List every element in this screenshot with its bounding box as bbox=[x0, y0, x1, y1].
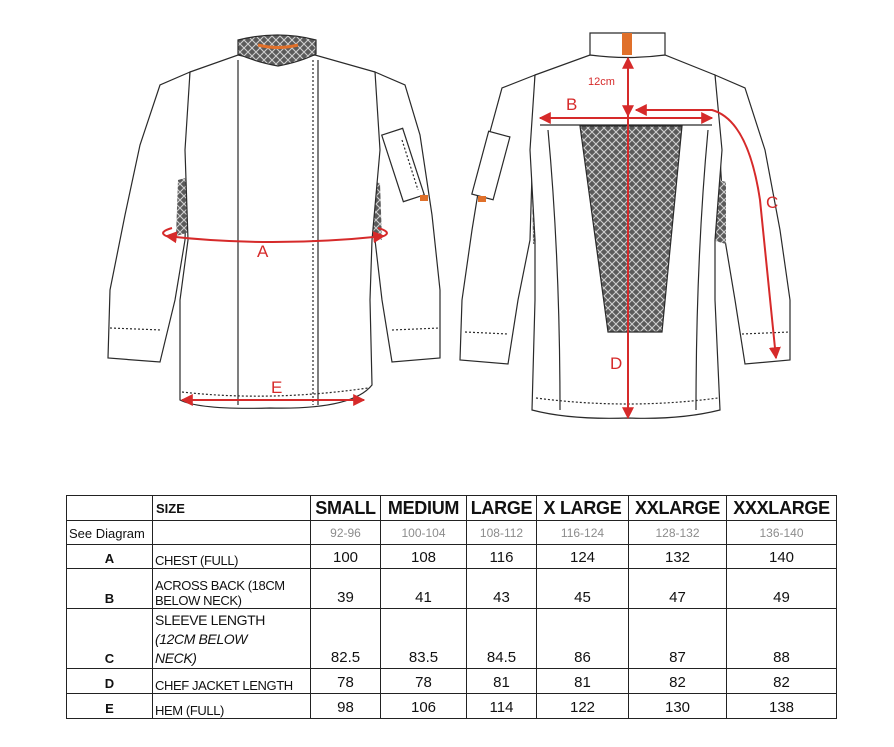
row-value: 82.5 bbox=[311, 609, 381, 669]
size-col-medium: MEDIUM bbox=[381, 496, 467, 521]
table-row bbox=[67, 545, 837, 569]
row-value: 87 bbox=[629, 609, 727, 669]
row-value: 130 bbox=[629, 694, 727, 719]
row-value: 98 bbox=[311, 694, 381, 719]
row-value: 82 bbox=[629, 669, 727, 694]
table-row bbox=[67, 669, 837, 694]
row-value: 39 bbox=[311, 569, 381, 609]
row-value: 78 bbox=[311, 669, 381, 694]
row-value: 41 bbox=[381, 569, 467, 609]
range-large: 108-112 bbox=[467, 521, 537, 545]
label-d: D bbox=[610, 354, 623, 373]
row-label: HEM (FULL) bbox=[153, 694, 311, 719]
size-col-xxxlarge: XXXLARGE bbox=[727, 496, 837, 521]
row-code: E bbox=[67, 694, 153, 719]
see-diagram-label: See Diagram bbox=[67, 521, 153, 545]
row-value: 84.5 bbox=[467, 609, 537, 669]
row-value: 45 bbox=[537, 569, 629, 609]
size-col-xxlarge: XXLARGE bbox=[629, 496, 727, 521]
back-jacket-view bbox=[460, 33, 790, 418]
front-jacket-view bbox=[108, 35, 440, 408]
row-value: 100 bbox=[311, 545, 381, 569]
range-small: 92-96 bbox=[311, 521, 381, 545]
label-b: B bbox=[566, 95, 578, 114]
row-code: B bbox=[67, 569, 153, 609]
row-label: SLEEVE LENGTH (12CM BELOW NECK) bbox=[153, 609, 311, 669]
row-value: 49 bbox=[727, 569, 837, 609]
row-value: 114 bbox=[467, 694, 537, 719]
range-xlarge: 116-124 bbox=[537, 521, 629, 545]
row-code: C bbox=[67, 609, 153, 669]
row-value: 132 bbox=[629, 545, 727, 569]
row-code: A bbox=[67, 545, 153, 569]
row-value: 81 bbox=[537, 669, 629, 694]
table-row bbox=[67, 694, 837, 719]
row-value: 138 bbox=[727, 694, 837, 719]
size-col-small: SMALL bbox=[311, 496, 381, 521]
row-value: 108 bbox=[381, 545, 467, 569]
row-value: 122 bbox=[537, 694, 629, 719]
row-label: CHEF JACKET LENGTH bbox=[153, 669, 311, 694]
front-body bbox=[180, 55, 380, 408]
size-col-xlarge: X LARGE bbox=[537, 496, 629, 521]
label-a: A bbox=[257, 242, 269, 261]
label-12cm: 12cm bbox=[588, 76, 615, 88]
row-value: 116 bbox=[467, 545, 537, 569]
row-value: 86 bbox=[537, 609, 629, 669]
range-xxlarge: 128-132 bbox=[629, 521, 727, 545]
size-col-large: LARGE bbox=[467, 496, 537, 521]
row-value: 78 bbox=[381, 669, 467, 694]
table-row bbox=[67, 609, 837, 669]
label-e: E bbox=[271, 378, 283, 397]
row-label: CHEST (FULL) bbox=[153, 545, 311, 569]
front-right-sleeve bbox=[375, 72, 440, 362]
row-value: 43 bbox=[467, 569, 537, 609]
size-header: SIZE bbox=[153, 496, 311, 521]
size-chart-table bbox=[66, 495, 837, 719]
corner-cell bbox=[67, 496, 153, 521]
row-value: 47 bbox=[629, 569, 727, 609]
range-medium: 100-104 bbox=[381, 521, 467, 545]
range-xxxlarge: 136-140 bbox=[727, 521, 837, 545]
row-value: 82 bbox=[727, 669, 837, 694]
row-value: 83.5 bbox=[381, 609, 467, 669]
row-label: ACROSS BACK (18CM BELOW NECK) bbox=[153, 569, 311, 609]
back-left-sleeve bbox=[460, 75, 535, 364]
row-value: 88 bbox=[727, 609, 837, 669]
row-value: 106 bbox=[381, 694, 467, 719]
row-value: 81 bbox=[467, 669, 537, 694]
label-c: C bbox=[766, 193, 779, 212]
table-row bbox=[67, 569, 837, 609]
row-value: 140 bbox=[727, 545, 837, 569]
row-value: 124 bbox=[537, 545, 629, 569]
row-code: D bbox=[67, 669, 153, 694]
